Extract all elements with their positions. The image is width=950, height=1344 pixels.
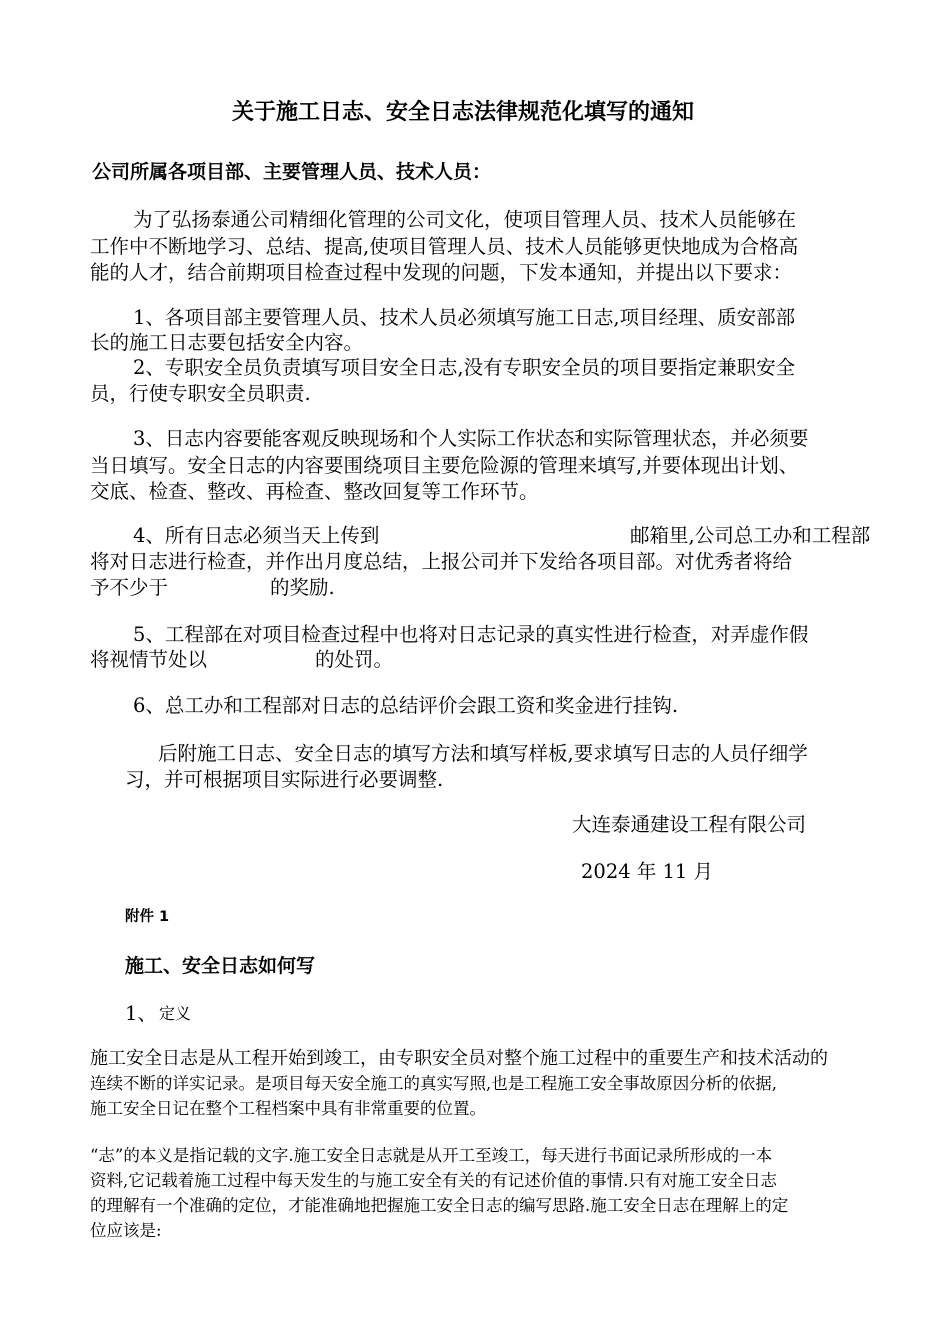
zhi-para-line-2: 资料,它记载着施工过程中每天发生的与施工安全有关的有记述价值的事情.只有对施工安全日志 — [90, 1171, 777, 1190]
requirement-4-line-3b: 的奖励. — [270, 576, 335, 599]
requirement-5-line-2b: 的处罚。 — [315, 648, 394, 671]
definition-para-line-1: 施工安全日志是从工程开始到竣工，由专职安全员对整个施工过程中的重要生产和技术活动的 — [90, 1048, 828, 1069]
attachment-label: 附件 1 — [125, 909, 170, 925]
appendix-note-line-2: 习，并可根据项目实际进行必要调整. — [125, 768, 444, 791]
requirement-6: 6、总工办和工程部对日志的总结评价会跟工资和奖金进行挂钩. — [133, 694, 679, 717]
requirement-2-line-1: 2、专职安全员负责填写项目安全日志,没有专职安全员的项目要指定兼职安全 — [133, 356, 796, 379]
requirement-4-line-3a: 予不少于 — [90, 576, 169, 599]
requirement-5-line-2a: 将视情节处以 — [90, 648, 208, 671]
zhi-para-line-4: 位应该是: — [90, 1221, 162, 1240]
intro-line-2: 工作中不断地学习、总结、提高,使项目管理人员、技术人员能够更快地成为合格高 — [90, 235, 799, 258]
requirement-4-line-1b: 邮箱里,公司总工办和工程部 — [630, 524, 871, 547]
definition-label: 定义 — [159, 1004, 192, 1023]
issue-date: 2024 年 11 月 — [581, 860, 714, 883]
section-title: 施工、安全日志如何写 — [125, 955, 316, 977]
zhi-para-line-3: 的理解有一个准确的定位，才能准确地把握施工安全日志的编写思路.施工安全日志在理解上的定 — [90, 1196, 789, 1215]
appendix-note-line-1: 后附施工日志、安全日志的填写方法和填写样板,要求填写日志的人员仔细学 — [158, 742, 808, 765]
requirement-3-line-3: 交底、检查、整改、再检查、整改回复等工作环节。 — [90, 480, 539, 503]
intro-line-1: 为了弘扬泰通公司精细化管理的公司文化，使项目管理人员、技术人员能够在 — [133, 208, 797, 231]
requirement-1-line-2: 长的施工日志要包括安全内容。 — [90, 331, 364, 354]
requirement-4-line-1a: 4、所有日志必须当天上传到 — [133, 524, 380, 547]
requirement-4-line-2: 将对日志进行检查，并作出月度总结，上报公司并下发给各项目部。对优秀者将给 — [90, 550, 793, 573]
intro-line-3: 能的人才，结合前期项目检查过程中发现的问题，下发本通知，并提出以下要求： — [90, 261, 793, 284]
salutation: 公司所属各项目部、主要管理人员、技术人员： — [92, 161, 492, 183]
definition-number: 1、 — [125, 1002, 157, 1025]
definition-para-line-2: 连续不断的详实记录。是项目每天安全施工的真实写照,也是工程施工安全事故原因分析的依据, — [90, 1074, 777, 1093]
document-title: 关于施工日志、安全日志法律规范化填写的通知 — [232, 100, 695, 125]
zhi-para-line-1: “志”的本义是指记载的文字.施工安全日志就是从开工至竣工，每天进行书面记录所形成的一本 — [90, 1146, 773, 1165]
requirement-1-line-1: 1、各项目部主要管理人员、技术人员必须填写施工日志,项目经理、质安部部 — [133, 306, 796, 329]
requirement-3-line-1: 3、日志内容要能客观反映现场和个人实际工作状态和实际管理状态，并必须要 — [133, 427, 809, 450]
company-name: 大连泰通建设工程有限公司 — [572, 813, 807, 836]
requirement-5-line-1: 5、工程部在对项目检查过程中也将对日志记录的真实性进行检查，对弄虚作假 — [133, 623, 809, 646]
requirement-3-line-2: 当日填写。安全日志的内容要围绕项目主要危险源的管理来填写,并要体现出计划、 — [90, 454, 799, 477]
definition-para-line-3: 施工安全日记在整个工程档案中具有非常重要的位置。 — [90, 1099, 486, 1118]
requirement-2-line-2: 员，行使专职安全员职责. — [90, 382, 311, 405]
